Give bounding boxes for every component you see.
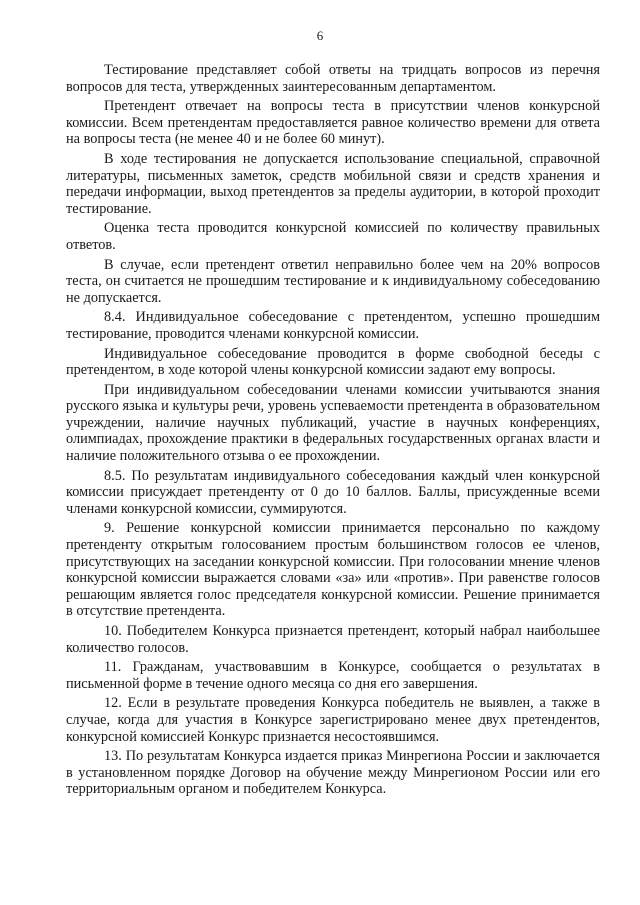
paragraph-9-voting: 9. Решение конкурсной комиссии принимается персонально по каждому претенденту открытым голосованием простым большинством голосов ее членов, присутствующих на заседании конкурсной комиссии. При голосовании мнение членов конкурсной комиссии выражается словами «за» или «против». При равенстве голосов решающим является голос председателя конкурсной комиссии. Решение принимается в отсутствие претендента. bbox=[66, 520, 600, 620]
paragraph-8-5-scoring: 8.5. По результатам индивидуального собеседования каждый член конкурсной комиссии присуждает претенденту от 0 до 10 баллов. Баллы, присужденные всеми членами конкурсной комиссии, суммируются. bbox=[66, 467, 600, 517]
paragraph-11-notification: 11. Гражданам, участвовавшим в Конкурсе, сообщается о результатах в письменной форме в течение одного месяца со дня его завершения. bbox=[66, 659, 600, 692]
paragraph-8-4-interview: 8.4. Индивидуальное собеседование с претендентом, успешно прошедшим тестирование, проводится членами конкурсной комиссии. bbox=[66, 309, 600, 342]
paragraph-test-time: Претендент отвечает на вопросы теста в присутствии членов конкурсной комиссии. Всем претендентам предоставляется равное количество времени для ответа на вопросы теста (не менее 40 и не более 60 минут). bbox=[66, 98, 600, 148]
page-number: 6 bbox=[316, 28, 324, 43]
paragraph-12-failed-contest: 12. Если в результате проведения Конкурса победитель не выявлен, а также в случае, когда для участия в Конкурсе зарегистрировано менее двух претендентов, конкурсной комиссией Конкурс признается несостоявшимся. bbox=[66, 695, 600, 745]
paragraph-test-failure: В случае, если претендент ответил неправильно более чем на 20% вопросов теста, он считается не прошедшим тестирование и к индивидуальному собеседованию не допускается. bbox=[66, 256, 600, 306]
document-body bbox=[66, 62, 600, 801]
paragraph-interview-form: Индивидуальное собеседование проводится в форме свободной беседы с претендентом, в ходе которой члены конкурсной комиссии задают ему вопросы. bbox=[66, 345, 600, 379]
paragraph-13-order: 13. По результатам Конкурса издается приказ Минрегиона России и заключается в установленном порядке Договор на обучение между Минрегионом России или его территориальным органом и победителем Конкурса. bbox=[66, 748, 600, 798]
paragraph-test-restrictions: В ходе тестирования не допускается использование специальной, справочной литературы, письменных заметок, средств мобильной связи и средств хранения и передачи информации, выход претендентов за пределы аудитории, в которой проходит тестирование. bbox=[66, 150, 600, 217]
paragraph-testing-definition: Тестирование представляет собой ответы на тридцать вопросов из перечня вопросов для теста, утвержденных заинтересованным департаментом. bbox=[66, 62, 600, 95]
paragraph-interview-criteria: При индивидуальном собеседовании членами комиссии учитываются знания русского языка и культуры речи, уровень успеваемости претендента в образовательном учреждении, наличие научных публикаций, участие в научных конференциях, олимпиадах, прохождение практики в федеральных государственных органах власти и наличие положительного отзыва о ее прохождении. bbox=[66, 381, 600, 465]
paragraph-10-winner: 10. Победителем Конкурса признается претендент, который набрал наибольшее количество голосов. bbox=[66, 623, 600, 656]
paragraph-test-evaluation: Оценка теста проводится конкурсной комиссией по количеству правильных ответов. bbox=[66, 220, 600, 253]
